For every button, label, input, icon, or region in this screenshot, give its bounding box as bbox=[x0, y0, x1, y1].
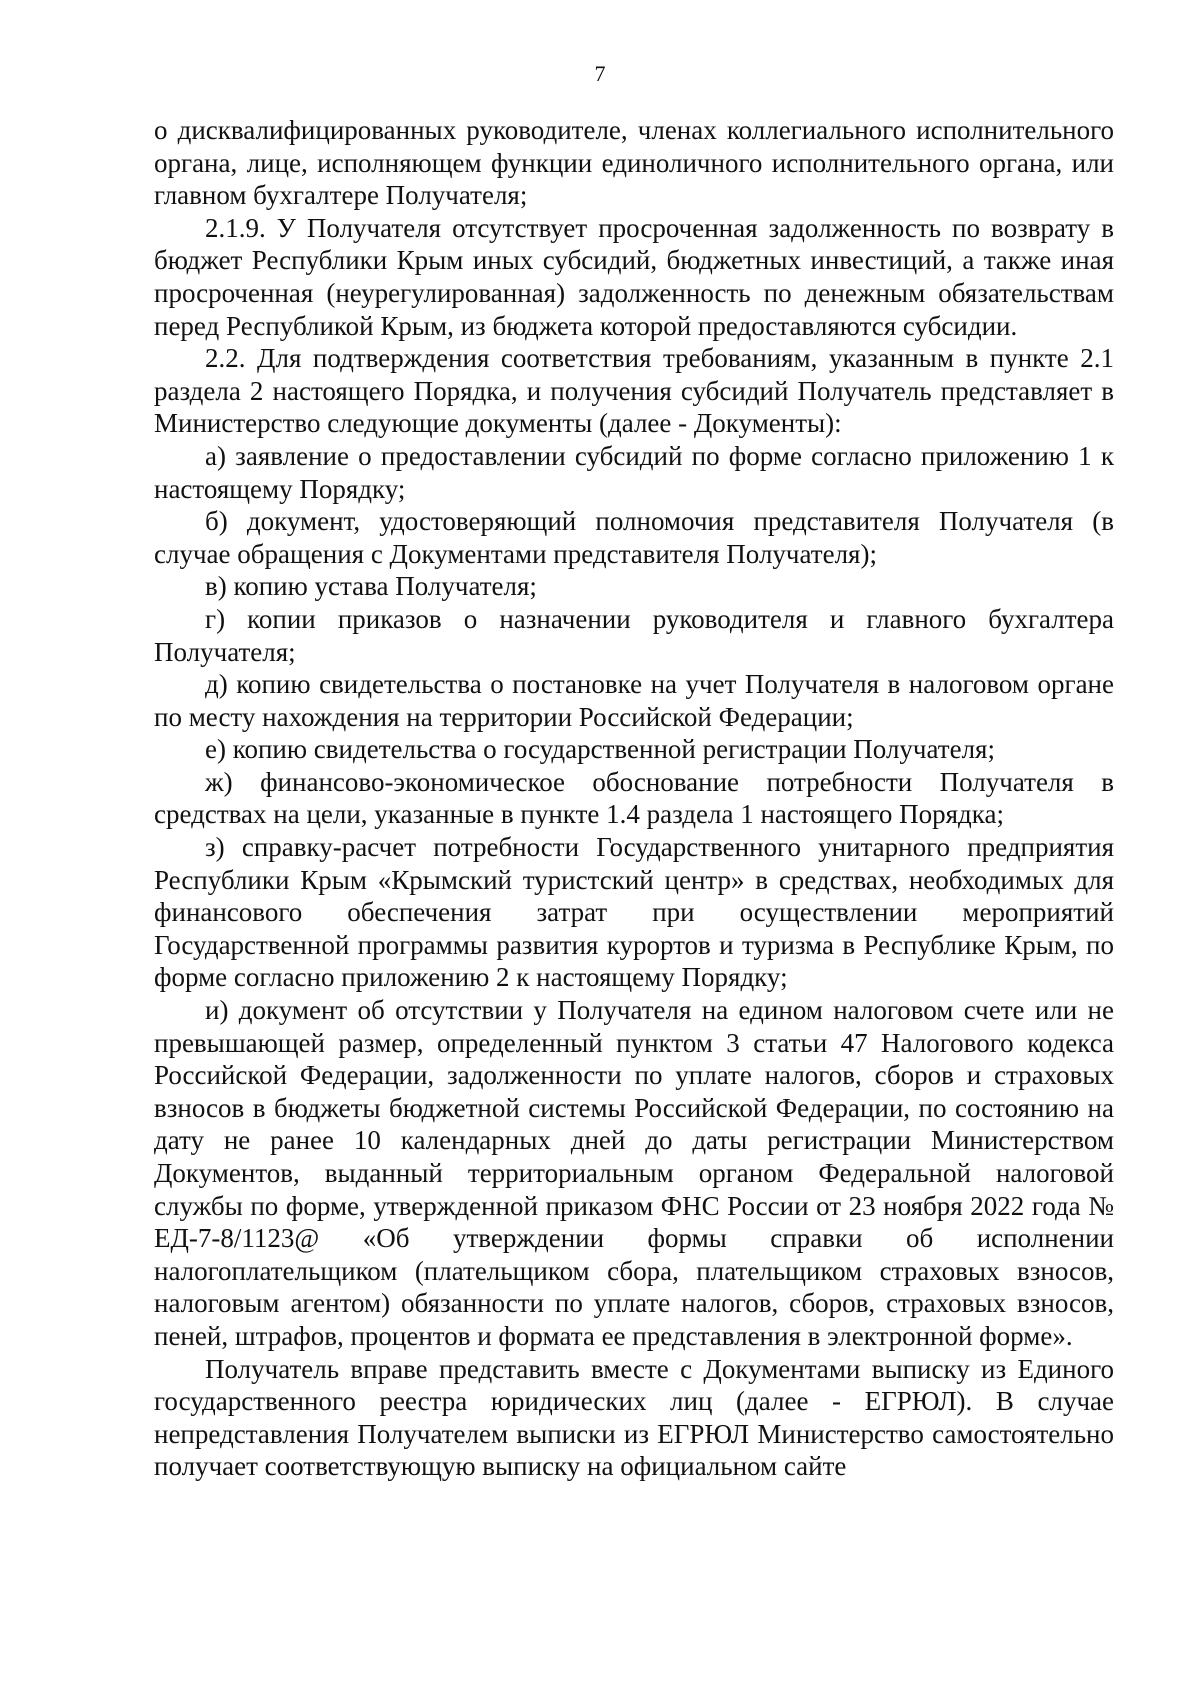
list-item-e: е) копию свидетельства о государственной регистрации Получателя; bbox=[205, 734, 995, 765]
list-item-i: и) документ об отсутствии у Получателя на едином налоговом счете или не превышающей размер, определенный пунктом 3 статьи 47 Налогового кодекса Российской Федерации, задолженности по уплате налогов, сборов и страховых взносов в бюджеты бюджетной системы Российской Федерации, по состоянию на дату не ранее 10 календарных дней до даты регистрации Министерством Документов, выданный территориальным органом Федеральной налоговой службы по форме, утвержденной приказом ФНС России от 23 ноября 2022 года № ЕД-7-8/1123@ «Об утверждении формы справки об исполнении налогоплательщиком (плательщиком сбора, плательщиком страховых взносов, налоговым агентом) обязанности по уплате налогов, сборов, страховых взносов, пеней, штрафов, процентов и формата ее представления в электронной форме». bbox=[154, 995, 1114, 1351]
list-item-z: з) справку-расчет потребности Государственного унитарного предприятия Республики Крым «Крымский туристский центр» в средствах, необходимых для финансового обеспечения затрат при осуществлении мероприятий Государственной программы развития курортов и туризма в Республике Крым, по форме согласно приложению 2 к настоящему Порядку; bbox=[154, 832, 1114, 993]
paragraph-disqualified-persons: о дисквалифицированных руководителе, членах коллегиального исполнительного органа, лице, исполняющем функции единоличного исполнительного органа, или главном бухгалтере Получателя; bbox=[154, 115, 1114, 211]
list-item-a: а) заявление о предоставлении субсидий по форме согласно приложению 1 к настоящему Порядку; bbox=[154, 440, 1114, 504]
list-item-v: в) копию устава Получателя; bbox=[205, 571, 537, 602]
list-item-g: г) копии приказов о назначении руководителя и главного бухгалтера Получателя; bbox=[154, 603, 1114, 667]
paragraph-2-1-9: 2.1.9. У Получателя отсутствует просроченная задолженность по возврату в бюджет Республики Крым иных субсидий, бюджетных инвестиций, а также иная просроченная (неурегулированная) задолженность по денежным обязательствам перед Республикой Крым, из бюджета которой предоставляются субсидии. bbox=[154, 212, 1114, 341]
document-body bbox=[154, 114, 1114, 1483]
list-item-zh: ж) финансово-экономическое обоснование потребности Получателя в средствах на цели, указанные в пункте 1.4 раздела 1 настоящего Порядка; bbox=[154, 766, 1114, 830]
list-item-b: б) документ, удостоверяющий полномочия представителя Получателя (в случае обращения с Документами представителя Получателя); bbox=[154, 506, 1114, 569]
list-item-d: д) копию свидетельства о постановке на учет Получателя в налоговом органе по месту нахождения на территории Российской Федерации; bbox=[154, 669, 1114, 732]
paragraph-2-2: 2.2. Для подтверждения соответствия требованиям, указанным в пункте 2.1 раздела 2 настоящего Порядка, и получения субсидий Получатель представляет в Министерство следующие документы (далее - Документы): bbox=[154, 343, 1114, 439]
page-number: 7 bbox=[594, 61, 606, 86]
paragraph-egrul-extract: Получатель вправе представить вместе с Документами выписку из Единого государственного реестра юридических лиц (далее - ЕГРЮЛ). В случае непредставления Получателем выписки из ЕГРЮЛ Министерство самостоятельно получает соответствующую выписку на официальном сайте bbox=[154, 1353, 1114, 1482]
